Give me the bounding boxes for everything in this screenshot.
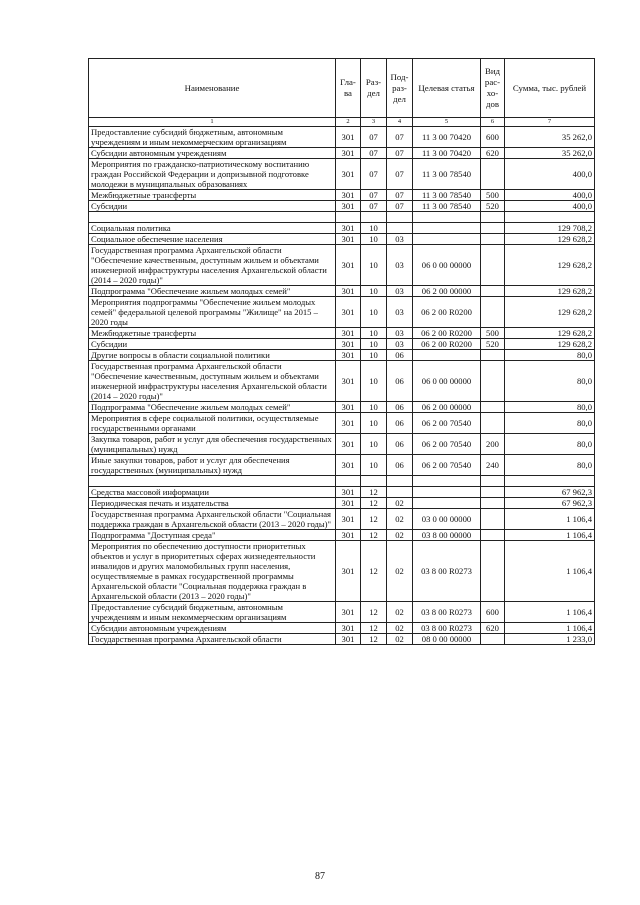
row-target-article: 03 8 00 00000	[413, 530, 481, 541]
col-number: 3	[361, 118, 387, 127]
row-target-article: 06 0 00 00000	[413, 245, 481, 286]
table-row	[89, 212, 595, 223]
table-row	[89, 234, 595, 245]
row-expense-type	[481, 350, 505, 361]
row-razdel	[361, 476, 387, 487]
row-glava: 301	[336, 541, 361, 602]
row-sum: 1 106,4	[505, 530, 595, 541]
row-razdel: 10	[361, 223, 387, 234]
row-glava: 301	[336, 339, 361, 350]
budget-table	[88, 58, 595, 645]
table-row	[89, 413, 595, 434]
row-name: Социальное обеспечение населения	[89, 234, 336, 245]
row-sum: 129 708,2	[505, 223, 595, 234]
row-podrazdel	[387, 223, 413, 234]
row-sum	[505, 476, 595, 487]
row-sum: 80,0	[505, 413, 595, 434]
table-row	[89, 361, 595, 402]
row-expense-type	[481, 498, 505, 509]
row-expense-type	[481, 159, 505, 190]
row-expense-type: 620	[481, 623, 505, 634]
row-sum: 80,0	[505, 361, 595, 402]
row-razdel: 07	[361, 148, 387, 159]
table-row	[89, 623, 595, 634]
column-number-row	[89, 118, 595, 127]
row-target-article: 06 2 00 R0200	[413, 297, 481, 328]
row-target-article	[413, 212, 481, 223]
row-sum: 67 962,3	[505, 498, 595, 509]
row-expense-type	[481, 476, 505, 487]
row-target-article: 11 3 00 70420	[413, 127, 481, 148]
row-sum: 80,0	[505, 434, 595, 455]
row-sum: 67 962,3	[505, 487, 595, 498]
row-glava: 301	[336, 190, 361, 201]
row-expense-type: 520	[481, 201, 505, 212]
row-glava: 301	[336, 234, 361, 245]
table-row	[89, 509, 595, 530]
row-expense-type	[481, 223, 505, 234]
row-name: Подпрограмма "Доступная среда"	[89, 530, 336, 541]
row-name: Подпрограмма "Обеспечение жильем молодых семей"	[89, 286, 336, 297]
row-podrazdel	[387, 476, 413, 487]
row-podrazdel: 02	[387, 541, 413, 602]
row-glava: 301	[336, 361, 361, 402]
row-name: Предоставление субсидий бюджетным, автономным учреждениям и иным некоммерческим организациям	[89, 127, 336, 148]
row-razdel: 12	[361, 530, 387, 541]
row-razdel: 10	[361, 339, 387, 350]
row-name: Государственная программа Архангельской области "Обеспечение качественным, доступным жильем и объектами инженерной инфраструктуры населения Архангельской области (2014 – 2020 годы)"	[89, 361, 336, 402]
row-target-article: 03 8 00 R0273	[413, 602, 481, 623]
row-name: Государственная программа Архангельской области "Социальная поддержка граждан в Архангельской области (2013 – 2020 годы)"	[89, 509, 336, 530]
row-name: Субсидии автономным учреждениям	[89, 148, 336, 159]
row-expense-type	[481, 245, 505, 286]
row-sum: 129 628,2	[505, 286, 595, 297]
row-podrazdel: 06	[387, 455, 413, 476]
row-name: Межбюджетные трансферты	[89, 328, 336, 339]
row-sum: 1 106,4	[505, 541, 595, 602]
row-glava: 301	[336, 127, 361, 148]
row-target-article	[413, 476, 481, 487]
row-sum: 400,0	[505, 190, 595, 201]
row-sum: 129 628,2	[505, 297, 595, 328]
row-razdel: 12	[361, 623, 387, 634]
col-number: 2	[336, 118, 361, 127]
table-row	[89, 190, 595, 201]
row-target-article: 06 2 00 00000	[413, 286, 481, 297]
row-name: Мероприятия по гражданско-патриотическому воспитанию граждан Российской Федерации и допризывной подготовке молодежи в муниципальных образованиях	[89, 159, 336, 190]
row-podrazdel: 07	[387, 201, 413, 212]
table-row	[89, 350, 595, 361]
table-row	[89, 297, 595, 328]
table-row	[89, 434, 595, 455]
table-row	[89, 286, 595, 297]
row-sum: 1 106,4	[505, 509, 595, 530]
row-razdel: 10	[361, 297, 387, 328]
col-number: 5	[413, 118, 481, 127]
table-row	[89, 602, 595, 623]
row-expense-type: 500	[481, 328, 505, 339]
row-sum: 35 262,0	[505, 148, 595, 159]
row-podrazdel: 03	[387, 297, 413, 328]
row-expense-type: 600	[481, 602, 505, 623]
row-sum: 129 628,2	[505, 328, 595, 339]
row-expense-type	[481, 234, 505, 245]
row-target-article: 08 0 00 00000	[413, 634, 481, 645]
row-razdel: 07	[361, 159, 387, 190]
table-row	[89, 223, 595, 234]
row-sum: 35 262,0	[505, 127, 595, 148]
row-razdel: 07	[361, 201, 387, 212]
row-target-article: 11 3 00 78540	[413, 190, 481, 201]
row-razdel: 10	[361, 434, 387, 455]
header-target-article: Целевая статья	[413, 59, 481, 118]
row-podrazdel: 06	[387, 350, 413, 361]
row-expense-type: 200	[481, 434, 505, 455]
row-target-article: 03 0 00 00000	[413, 509, 481, 530]
row-podrazdel: 06	[387, 434, 413, 455]
row-sum	[505, 212, 595, 223]
row-razdel: 07	[361, 127, 387, 148]
row-target-article	[413, 223, 481, 234]
row-razdel: 12	[361, 634, 387, 645]
row-sum: 1 106,4	[505, 602, 595, 623]
row-glava: 301	[336, 350, 361, 361]
row-podrazdel: 02	[387, 498, 413, 509]
header-row	[89, 59, 595, 118]
row-target-article: 06 2 00 70540	[413, 455, 481, 476]
header-podrazdel: Под-раз-дел	[387, 59, 413, 118]
row-target-article: 06 2 00 R0200	[413, 339, 481, 350]
row-podrazdel: 02	[387, 530, 413, 541]
row-podrazdel: 06	[387, 413, 413, 434]
row-sum: 80,0	[505, 455, 595, 476]
row-name: Иные закупки товаров, работ и услуг для обеспечения государственных (муниципальных) нужд	[89, 455, 336, 476]
row-expense-type	[481, 487, 505, 498]
row-glava: 301	[336, 634, 361, 645]
row-podrazdel	[387, 487, 413, 498]
row-name: Подпрограмма "Обеспечение жильем молодых семей"	[89, 402, 336, 413]
row-podrazdel: 02	[387, 509, 413, 530]
row-sum: 129 628,2	[505, 245, 595, 286]
row-expense-type: 520	[481, 339, 505, 350]
header-name: Наименование	[89, 59, 336, 118]
row-sum: 129 628,2	[505, 339, 595, 350]
row-glava: 301	[336, 434, 361, 455]
row-podrazdel: 03	[387, 234, 413, 245]
row-glava: 301	[336, 201, 361, 212]
table-row	[89, 455, 595, 476]
row-razdel: 12	[361, 541, 387, 602]
row-podrazdel: 06	[387, 402, 413, 413]
row-podrazdel: 03	[387, 339, 413, 350]
row-glava: 301	[336, 148, 361, 159]
row-razdel	[361, 212, 387, 223]
table-row	[89, 530, 595, 541]
row-expense-type	[481, 212, 505, 223]
row-name: Субсидии	[89, 201, 336, 212]
row-target-article: 03 8 00 R0273	[413, 623, 481, 634]
table-row	[89, 339, 595, 350]
col-number: 4	[387, 118, 413, 127]
row-podrazdel: 03	[387, 286, 413, 297]
row-target-article: 03 8 00 R0273	[413, 541, 481, 602]
row-name: Мероприятия в сфере социальной политики, осуществляемые государственными органами	[89, 413, 336, 434]
row-target-article: 11 3 00 78540	[413, 201, 481, 212]
row-target-article	[413, 350, 481, 361]
table-row	[89, 159, 595, 190]
row-name: Другие вопросы в области социальной политики	[89, 350, 336, 361]
row-name: Мероприятия подпрограммы "Обеспечение жильем молодых семей" федеральной целевой программы "Жилище" на 2015 – 2020 годы	[89, 297, 336, 328]
row-name: Межбюджетные трансферты	[89, 190, 336, 201]
row-razdel: 12	[361, 498, 387, 509]
row-glava: 301	[336, 530, 361, 541]
row-target-article: 06 2 00 R0200	[413, 328, 481, 339]
row-name: Субсидии автономным учреждениям	[89, 623, 336, 634]
row-expense-type: 620	[481, 148, 505, 159]
row-glava: 301	[336, 159, 361, 190]
row-expense-type: 240	[481, 455, 505, 476]
row-name: Государственная программа Архангельской области	[89, 634, 336, 645]
row-glava: 301	[336, 286, 361, 297]
row-glava	[336, 212, 361, 223]
header-expense-type: Вид рас-хо-дов	[481, 59, 505, 118]
col-number: 7	[505, 118, 595, 127]
row-razdel: 10	[361, 234, 387, 245]
row-glava: 301	[336, 455, 361, 476]
row-sum: 129 628,2	[505, 234, 595, 245]
table-row	[89, 328, 595, 339]
row-glava: 301	[336, 602, 361, 623]
row-razdel: 10	[361, 413, 387, 434]
row-glava	[336, 476, 361, 487]
row-target-article	[413, 234, 481, 245]
row-podrazdel: 07	[387, 148, 413, 159]
row-name: Средства массовой информации	[89, 487, 336, 498]
row-glava: 301	[336, 402, 361, 413]
row-name: Субсидии	[89, 339, 336, 350]
row-sum: 1 233,0	[505, 634, 595, 645]
row-sum: 400,0	[505, 159, 595, 190]
row-name: Социальная политика	[89, 223, 336, 234]
row-target-article: 06 0 00 00000	[413, 361, 481, 402]
table-row	[89, 201, 595, 212]
row-target-article: 11 3 00 78540	[413, 159, 481, 190]
row-glava: 301	[336, 623, 361, 634]
row-razdel: 10	[361, 245, 387, 286]
row-razdel: 10	[361, 328, 387, 339]
row-razdel: 12	[361, 602, 387, 623]
row-sum: 80,0	[505, 402, 595, 413]
table-body	[89, 127, 595, 645]
row-expense-type: 600	[481, 127, 505, 148]
row-expense-type	[481, 361, 505, 402]
row-glava: 301	[336, 509, 361, 530]
row-name	[89, 476, 336, 487]
row-sum: 400,0	[505, 201, 595, 212]
row-glava: 301	[336, 223, 361, 234]
row-expense-type	[481, 297, 505, 328]
row-name: Периодическая печать и издательства	[89, 498, 336, 509]
row-target-article: 11 3 00 70420	[413, 148, 481, 159]
row-glava: 301	[336, 487, 361, 498]
row-name: Закупка товаров, работ и услуг для обеспечения государственных (муниципальных) нужд	[89, 434, 336, 455]
row-podrazdel: 07	[387, 127, 413, 148]
row-razdel: 12	[361, 509, 387, 530]
table-row	[89, 487, 595, 498]
row-razdel: 10	[361, 455, 387, 476]
row-podrazdel: 07	[387, 190, 413, 201]
table-row	[89, 634, 595, 645]
row-podrazdel: 02	[387, 634, 413, 645]
row-podrazdel: 07	[387, 159, 413, 190]
row-razdel: 10	[361, 350, 387, 361]
table-row	[89, 476, 595, 487]
row-sum: 1 106,4	[505, 623, 595, 634]
table-row	[89, 127, 595, 148]
row-name: Государственная программа Архангельской области "Обеспечение качественным, доступным жильем и объектами инженерной инфраструктуры населения Архангельской области (2014 – 2020 годы)"	[89, 245, 336, 286]
row-name: Предоставление субсидий бюджетным, автономным учреждениям и иным некоммерческим организациям	[89, 602, 336, 623]
row-glava: 301	[336, 328, 361, 339]
row-razdel: 10	[361, 402, 387, 413]
row-podrazdel: 06	[387, 361, 413, 402]
row-glava: 301	[336, 498, 361, 509]
row-expense-type	[481, 402, 505, 413]
col-number: 6	[481, 118, 505, 127]
row-expense-type: 500	[481, 190, 505, 201]
row-target-article	[413, 487, 481, 498]
row-glava: 301	[336, 245, 361, 286]
row-target-article	[413, 498, 481, 509]
row-razdel: 10	[361, 361, 387, 402]
row-glava: 301	[336, 413, 361, 434]
row-expense-type	[481, 530, 505, 541]
row-expense-type	[481, 634, 505, 645]
row-expense-type	[481, 509, 505, 530]
row-razdel: 12	[361, 487, 387, 498]
row-podrazdel: 03	[387, 245, 413, 286]
table-row	[89, 148, 595, 159]
row-sum: 80,0	[505, 350, 595, 361]
col-number: 1	[89, 118, 336, 127]
row-razdel: 10	[361, 286, 387, 297]
row-target-article: 06 2 00 70540	[413, 434, 481, 455]
header-sum: Сумма, тыс. рублей	[505, 59, 595, 118]
table-row	[89, 402, 595, 413]
table-row	[89, 498, 595, 509]
page-number: 87	[315, 871, 325, 882]
header-razdel: Раз-дел	[361, 59, 387, 118]
row-name	[89, 212, 336, 223]
row-name: Мероприятия по обеспечению доступности приоритетных объектов и услуг в приоритетных сферах жизнедеятельности инвалидов и других маломобильных групп населения, осуществляемые в рамках государственной программы Архангельской области "Социальная поддержка граждан в Архангельской области (2013 – 2020 годы)"	[89, 541, 336, 602]
row-razdel: 07	[361, 190, 387, 201]
header-glava: Гла-ва	[336, 59, 361, 118]
table-row	[89, 541, 595, 602]
row-glava: 301	[336, 297, 361, 328]
row-podrazdel: 03	[387, 328, 413, 339]
row-podrazdel: 02	[387, 623, 413, 634]
row-podrazdel: 02	[387, 602, 413, 623]
row-expense-type	[481, 541, 505, 602]
table-row	[89, 245, 595, 286]
row-podrazdel	[387, 212, 413, 223]
row-target-article: 06 2 00 70540	[413, 413, 481, 434]
row-target-article: 06 2 00 00000	[413, 402, 481, 413]
row-expense-type	[481, 413, 505, 434]
row-expense-type	[481, 286, 505, 297]
